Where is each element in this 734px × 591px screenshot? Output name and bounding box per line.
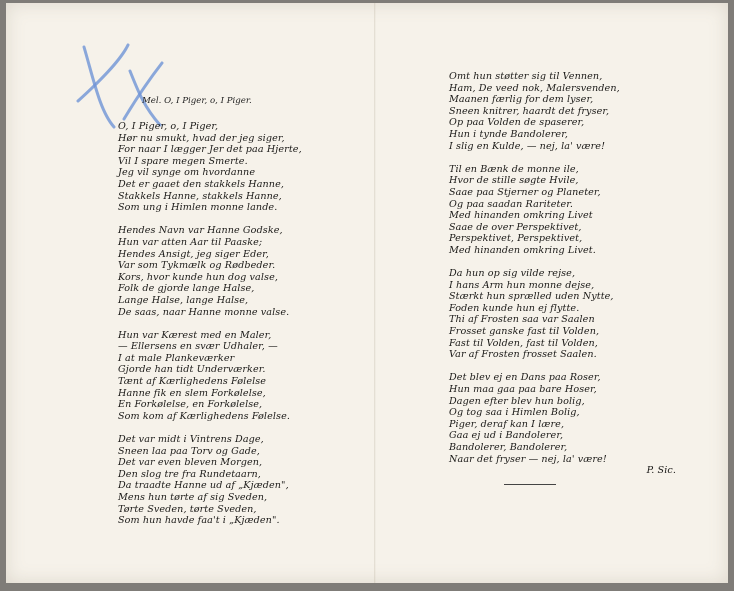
verse-line: Saae de over Perspektivet, bbox=[449, 221, 582, 233]
verse-line: Ham, De veed nok, Malersvenden, bbox=[449, 82, 620, 94]
verse-line: Tørte Sveden, tørte Sveden, bbox=[118, 503, 257, 515]
left-poem-column bbox=[118, 121, 368, 538]
verse-line: Det blev ej en Dans paa Roser, bbox=[449, 372, 601, 384]
verse-line: Maanen færlig for dem lyser, bbox=[449, 94, 594, 106]
stanza bbox=[118, 434, 368, 527]
verse-line: Saae paa Stjerner og Planeter, bbox=[449, 186, 601, 198]
verse-line: Vil I spare megen Smerte. bbox=[118, 155, 248, 167]
stanza bbox=[449, 71, 704, 152]
verse-line: Hendes Ansigt, jeg siger Eder, bbox=[118, 248, 269, 260]
verse-line: Mens hun tørte af sig Sveden, bbox=[118, 492, 268, 503]
stanza bbox=[118, 121, 368, 214]
verse-line: Jeg vil synge om hvordanne bbox=[118, 167, 256, 179]
verse-line: Perspektivet, Perspektivet, bbox=[449, 233, 583, 245]
stanza bbox=[118, 225, 368, 318]
verse-line: Den slog tre fra Rundetaarn, bbox=[118, 468, 261, 480]
verse-line: Dagen efter blev hun bolig, bbox=[449, 395, 585, 407]
verse-line: Med hinanden omkring Livet bbox=[449, 210, 593, 222]
verse-line: Til en Bænk de monne ile, bbox=[449, 163, 579, 175]
verse-line: Frosset ganske fast til Volden, bbox=[449, 326, 600, 338]
stanza bbox=[449, 372, 704, 465]
stanza bbox=[449, 268, 704, 361]
verse-line: Gjorde han tidt Underværker. bbox=[118, 364, 266, 376]
verse-line: Lange Halse, lange Halse, bbox=[118, 294, 249, 306]
verse-line: Da traadte Hanne ud af „Kjæden", bbox=[118, 480, 289, 492]
verse-line: Op paa Volden de spaserer, bbox=[449, 117, 585, 129]
verse-line: Som kom af Kærlighedens Følelse. bbox=[118, 410, 290, 422]
verse-line: Hun var atten Aar til Paaske; bbox=[118, 236, 263, 248]
verse-line: Fast til Volden, fast til Volden, bbox=[449, 337, 598, 349]
verse-line: Var som Tykmælk og Rødbeder. bbox=[118, 260, 276, 272]
verse-line: I at male Plankeværker bbox=[118, 352, 235, 364]
verse-line: O, I Piger, o, I Piger, bbox=[118, 121, 219, 132]
verse-line: Hun maa gaa paa bare Hoser, bbox=[449, 384, 597, 396]
verse-line: Kors, hvor kunde hun dog valse, bbox=[118, 271, 278, 283]
verse-line: Hun i tynde Bandolerer, bbox=[449, 128, 568, 140]
verse-line: For naar I lægger Jer det paa Hjerte, bbox=[118, 144, 302, 156]
document-page bbox=[6, 3, 728, 583]
verse-line: Hør nu smukt, hvad der jeg siger, bbox=[118, 132, 285, 144]
verse-line: Thi af Frosten saa var Saalen bbox=[449, 314, 595, 326]
verse-line: Og paa saadan Rariteter. bbox=[449, 198, 574, 210]
verse-line: Folk de gjorde lange Halse, bbox=[118, 283, 255, 295]
verse-line: Stærkt hun sprælled uden Nytte, bbox=[449, 291, 614, 303]
verse-line: Foden kunde hun ej flytte. bbox=[449, 302, 580, 314]
verse-line: Da hun op sig vilde rejse, bbox=[449, 268, 576, 280]
verse-line: — Ellersens en svær Udhaler, — bbox=[118, 341, 278, 353]
verse-line: Tænt af Kærlighedens Følelse bbox=[118, 376, 267, 388]
verse-line: Hendes Navn var Hanne Godske, bbox=[118, 225, 283, 237]
tune-line: Mel. O, I Piger, o, I Piger. bbox=[142, 96, 252, 106]
verse-line: Gaa ej ud i Bandolerer, bbox=[449, 430, 564, 442]
verse-line: Hvor de stille søgte Hvile, bbox=[449, 175, 579, 187]
verse-line: En Forkølelse, en Forkølelse, bbox=[118, 399, 263, 411]
verse-line: Bandolerer, Bandolerer, bbox=[449, 442, 568, 453]
verse-line: Hun var Kærest med en Maler, bbox=[118, 329, 272, 341]
verse-line: Og tog saa i Himlen Bolig, bbox=[449, 407, 580, 419]
verse-line: Det er gaaet den stakkels Hanne, bbox=[118, 178, 285, 190]
verse-line: Som ung i Himlen monne lande. bbox=[118, 202, 278, 214]
verse-line: Det var midt i Vintrens Dage, bbox=[118, 434, 264, 446]
verse-line: De saas, naar Hanne monne valse. bbox=[118, 306, 290, 318]
verse-line: Var af Frosten frosset Saalen. bbox=[449, 349, 597, 361]
page-fold bbox=[374, 3, 376, 583]
verse-line: I hans Arm hun monne dejse, bbox=[449, 279, 595, 291]
stanza bbox=[449, 164, 704, 257]
verse-line: Naar det fryser — nej, la' være! bbox=[449, 453, 607, 465]
verse-line: Med hinanden omkring Livet. bbox=[449, 244, 596, 256]
closing-rule bbox=[504, 484, 556, 485]
stanza bbox=[118, 330, 368, 423]
verse-line: I slig en Kulde, — nej, la' være! bbox=[449, 140, 606, 152]
verse-line: Hanne fik en slem Forkølelse, bbox=[118, 387, 266, 399]
verse-line: Det var even bleven Morgen, bbox=[118, 457, 263, 469]
verse-line: Stakkels Hanne, stakkels Hanne, bbox=[118, 190, 282, 202]
blue-pencil-mark bbox=[70, 41, 166, 131]
right-poem-column bbox=[449, 71, 704, 477]
verse-line: Piger, deraf kan I lære, bbox=[449, 418, 565, 430]
verse-line: Omt hun støtter sig til Vennen, bbox=[449, 71, 603, 82]
verse-line: Som hun havde faa't i „Kjæden". bbox=[118, 515, 280, 527]
verse-line: Sneen knitrer, haardt det fryser, bbox=[449, 105, 610, 117]
signature: P. Sic. bbox=[646, 465, 676, 477]
verse-line: Sneen laa paa Torv og Gade, bbox=[118, 445, 260, 457]
